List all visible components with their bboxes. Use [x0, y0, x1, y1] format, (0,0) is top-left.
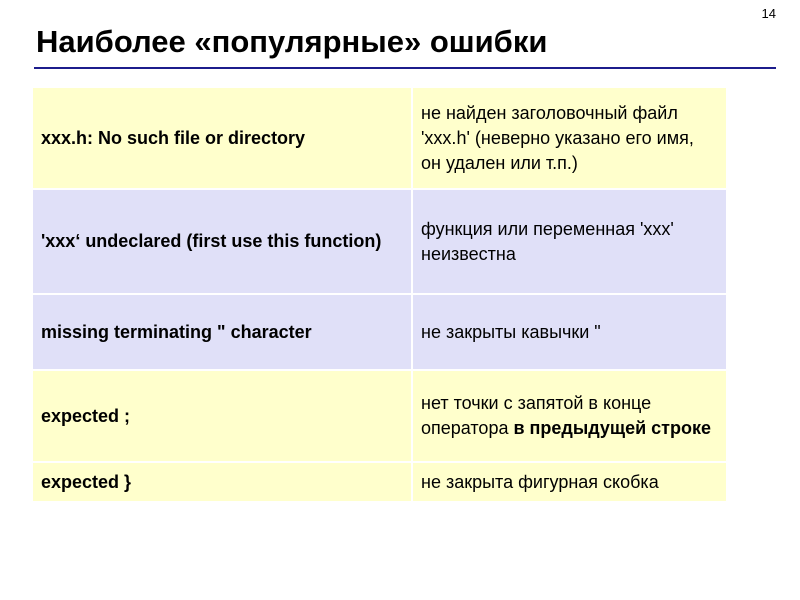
table-row [33, 294, 726, 370]
error-message-cell: xxx.h: No such file or directory [33, 88, 412, 189]
slide-number: 14 [761, 6, 776, 21]
error-message-cell: expected } [33, 462, 412, 502]
explanation-emphasis: в предыдущей строке [513, 418, 711, 438]
table-row [33, 189, 726, 294]
slide-title: Наиболее «популярные» ошибки [36, 24, 548, 59]
error-message-cell: expected ; [33, 370, 412, 462]
error-explanation-cell: не закрыты кавычки " [412, 294, 726, 370]
table-row [33, 370, 726, 462]
table-row [33, 462, 726, 502]
title-divider [34, 67, 776, 69]
error-explanation-cell: функция или переменная 'xxx' неизвестна [412, 189, 726, 294]
error-message-cell: missing terminating " character [33, 294, 412, 370]
table-row [33, 88, 726, 189]
error-explanation-cell: не найден заголовочный файл 'xxx.h' (неверно указано его имя, он удален или т.п.) [412, 88, 726, 189]
errors-table [33, 88, 726, 503]
error-message-cell: 'xxx‘ undeclared (first use this function) [33, 189, 412, 294]
error-explanation-cell: не закрыта фигурная скобка [412, 462, 726, 502]
explanation-text: нет точки с запятой в конце оператора [421, 393, 652, 438]
error-explanation-cell [412, 370, 726, 462]
